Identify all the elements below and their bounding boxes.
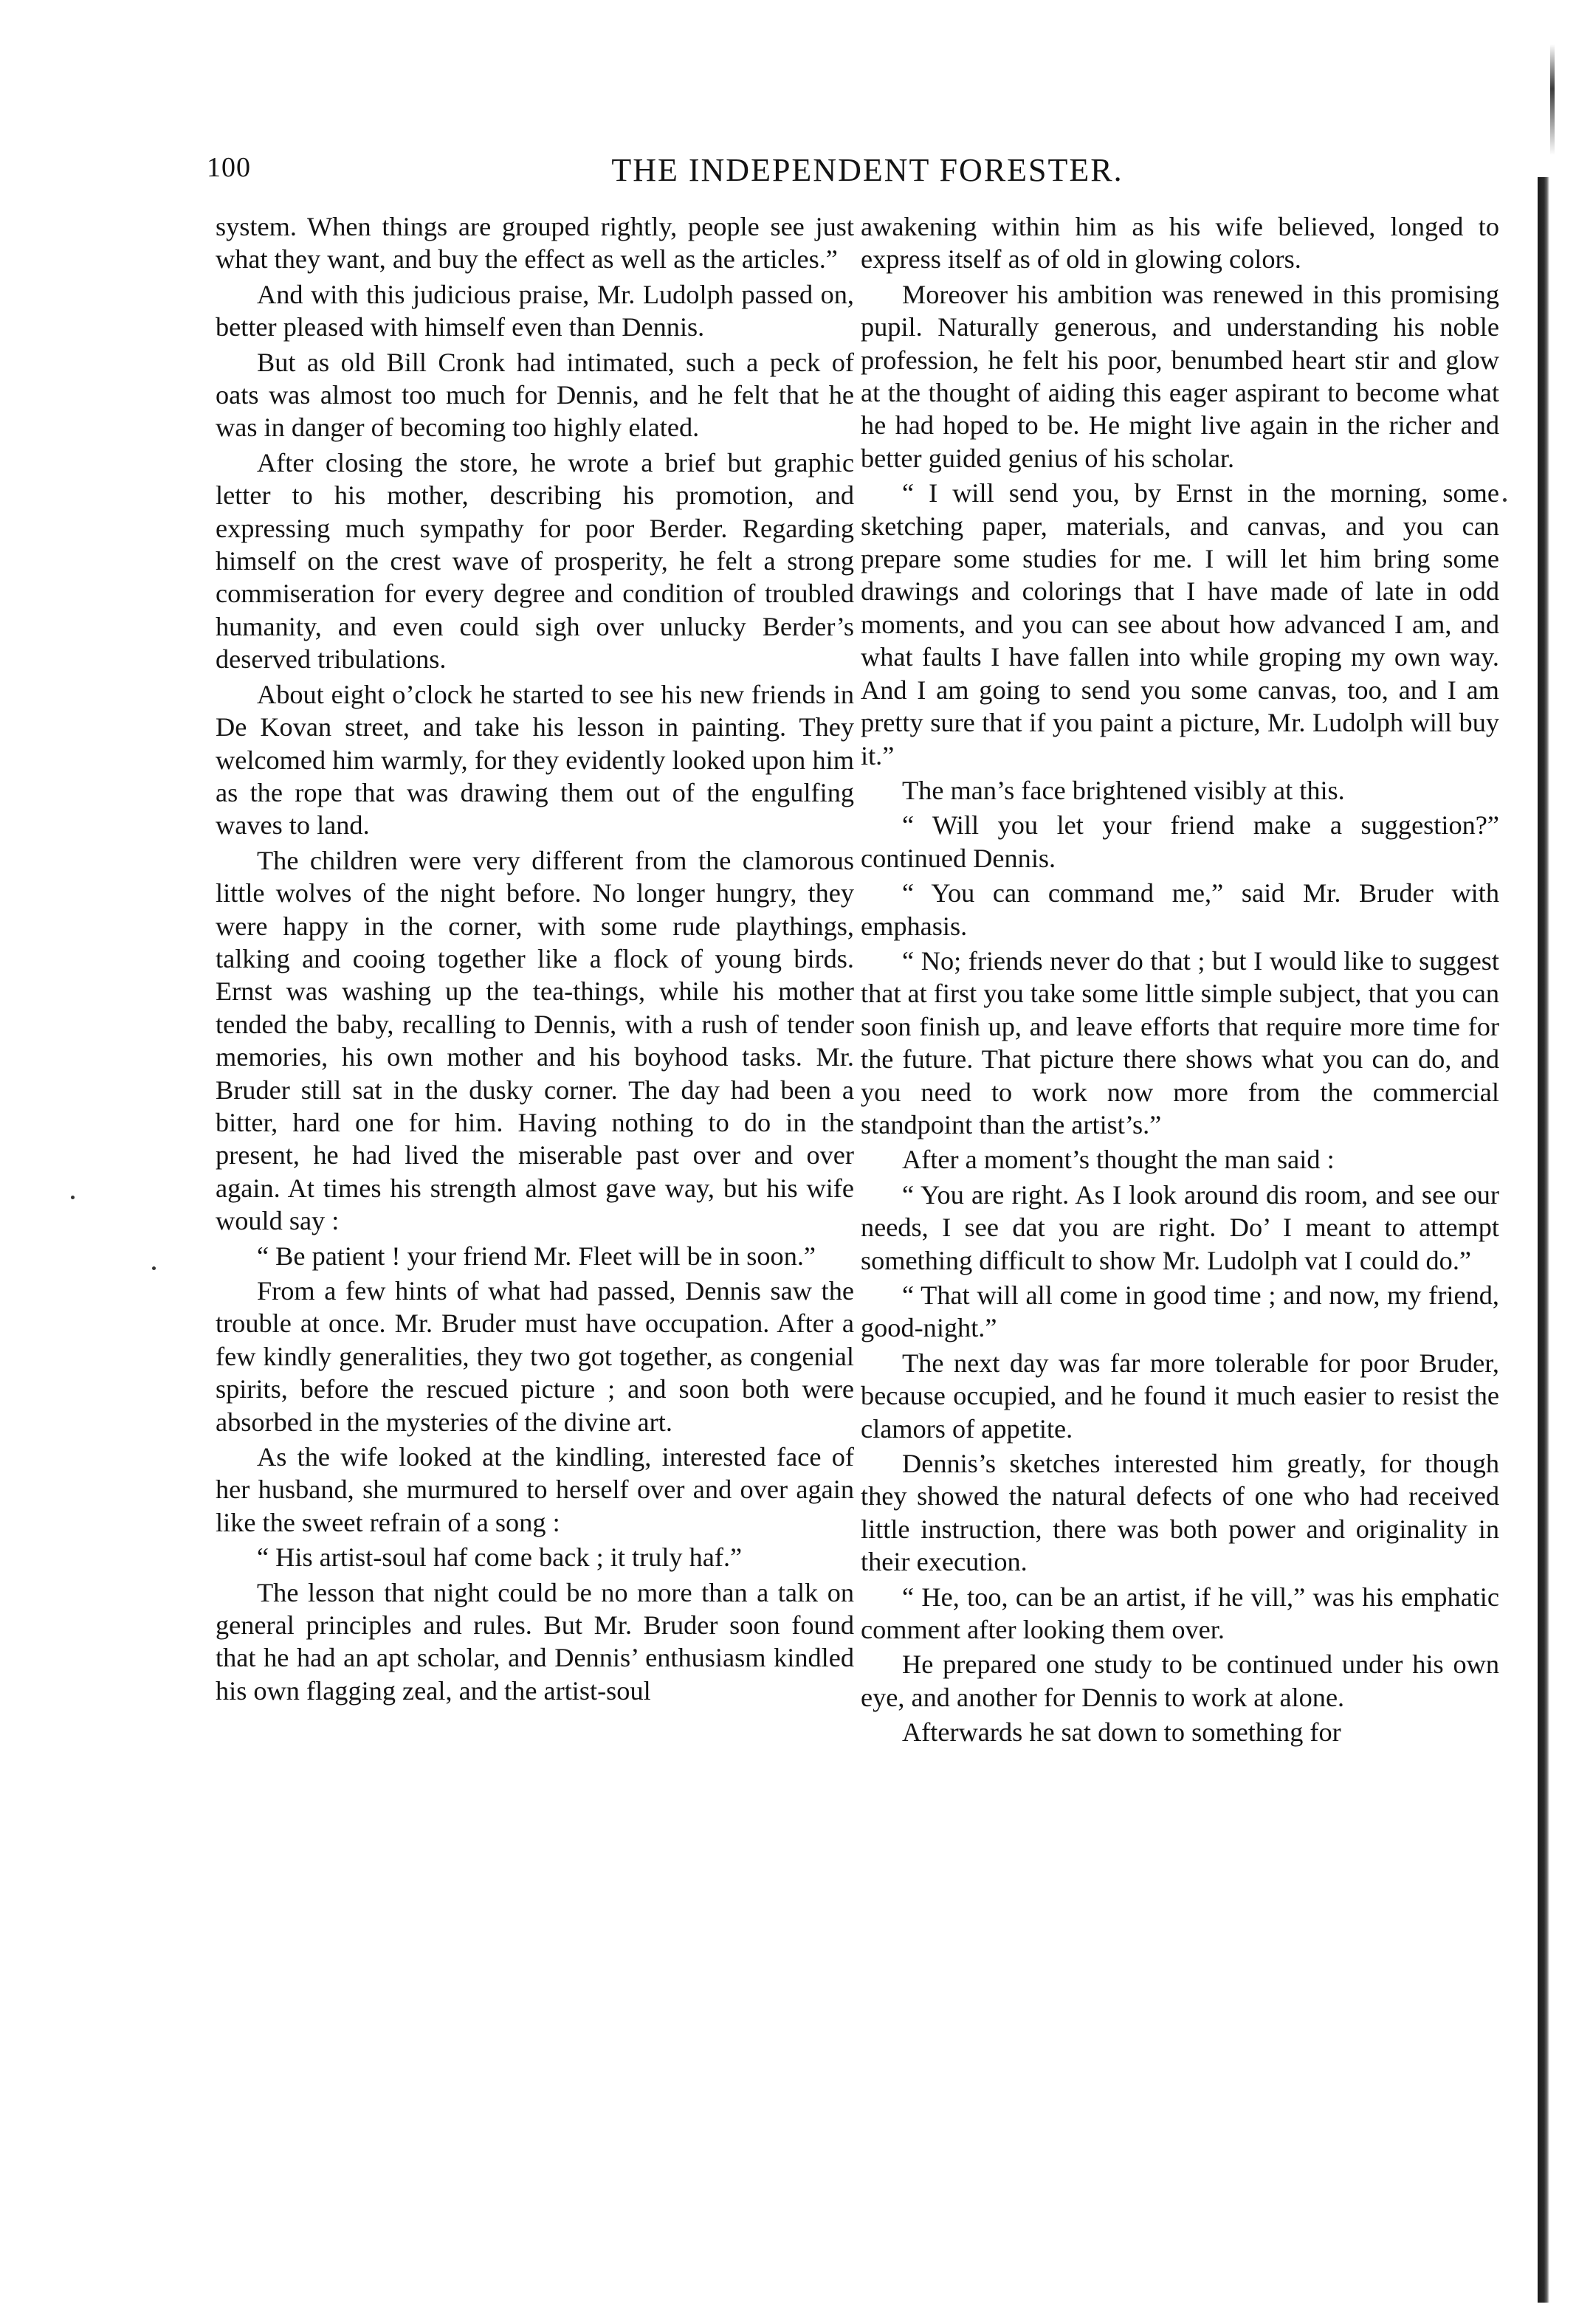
paragraph: “ Will you let your friend make a suggestion?” continued Dennis. <box>861 810 1499 873</box>
stray-ink-mark <box>1503 498 1507 502</box>
paragraph: “ His artist-soul haf come back ; it truly haf.” <box>257 1542 743 1573</box>
stray-ink-mark <box>71 1196 75 1199</box>
page-number: 100 <box>207 152 251 183</box>
paragraph: But as old Bill Cronk had intimated, such a peck of oats was almost too much for Dennis, and he felt that he was in danger of becoming too highly elated. <box>216 347 854 443</box>
paragraph: “ He, too, can be an artist, if he vill,” was his emphatic comment after looking them over. <box>861 1582 1499 1645</box>
paragraph: As the wife looked at the kindling, interested face of her husband, she murmured to herself over and over again like the sweet refrain of a song : <box>216 1442 854 1537</box>
paragraph: “ I will send you, by Ernst in the morning, some sketching paper, materials, and canvas, and you can prepare some studies for me. I will let him bring some drawings and colorings that I have made of late in odd moments, and you can see about how advanced I am, and what faults I have fallen into while groping my own way. And I am going to send you some canvas, too, and I am pretty sure that if you paint a picture, Mr. Ludolph will buy it.” <box>861 478 1499 770</box>
stray-ink-mark <box>152 1266 156 1270</box>
paragraph: awakening within him as his wife believed, longed to express itself as of old in glowing colors. <box>861 212 1499 275</box>
paragraph: “ You are right. As I look around dis room, and see our needs, I see dat you are right. Do’ I meant to attempt something difficult to show Mr. Ludolph vat I could do.” <box>861 1179 1499 1275</box>
paragraph: Moreover his ambition was renewed in this promising pupil. Naturally generous, and understanding his noble profession, he felt his poor, benumbed heart stir and glow at the thought of aiding this eager aspirant to become what he had hoped to be. He might live again in the richer and better guided genius of his scholar. <box>861 279 1499 473</box>
binding-edge-speck <box>1550 44 1555 155</box>
paragraph: Afterwards he sat down to something for <box>902 1717 1341 1748</box>
running-head: THE INDEPENDENT FORESTER. <box>611 152 1123 188</box>
paragraph: “ That will all come in good time ; and now, my friend, good-night.” <box>861 1280 1499 1343</box>
right-column <box>861 210 1499 1751</box>
paragraph: And with this judicious praise, Mr. Ludolph passed on, better pleased with himself even than Dennis. <box>216 279 854 342</box>
paragraph: After closing the store, he wrote a brief but graphic letter to his mother, describing his promotion, and expressing much sympathy for poor Berder. Regarding himself on the crest wave of prosperity, he felt a strong commiseration for every degree and condition of troubled humanity, and even could sigh over unlucky Berder’s deserved tribulations. <box>216 447 854 675</box>
paragraph: system. When things are grouped rightly, people see just what they want, and buy the effect as well as the articles.” <box>216 212 854 275</box>
paragraph: The children were very different from the clamorous little wolves of the night before. No longer hungry, they were happy in the corner, with some rude playthings, talking and cooing together like a flock of young birds. Ernst was washing up the tea-things, while his mother tended the baby, recalling to Dennis, with a rush of tender memories, his own mother and his boyhood tasks. Mr. Bruder still sat in the dusky corner. The day had been a bitter, hard one for him. Having nothing to do in the present, he had lived the miserable past over and over again. At times his strength almost gave way, but his wife would say : <box>216 845 854 1236</box>
paragraph: Dennis’s sketches interested him greatly, for though they showed the natural defects of one who had received little instruction, there was both power and originality in their execution. <box>861 1449 1499 1577</box>
paragraph: After a moment’s thought the man said : <box>902 1145 1335 1175</box>
paragraph: The man’s face brightened visibly at this. <box>902 775 1345 805</box>
paragraph: The next day was far more tolerable for poor Bruder, because occupied, and he found it much easier to resist the clamors of appetite. <box>861 1348 1499 1444</box>
paragraph: “ You can command me,” said Mr. Bruder with emphasis. <box>861 878 1499 941</box>
paragraph: “ Be patient ! your friend Mr. Fleet will be in soon.” <box>257 1241 816 1271</box>
binding-edge-shadow <box>1538 177 1549 2303</box>
left-column <box>216 210 854 1709</box>
paragraph: The lesson that night could be no more than a talk on general principles and rules. But Mr. Bruder soon found that he had an apt scholar, and Dennis’ enthusiasm kindled his own flagging zeal, and the artist-soul <box>216 1577 854 1706</box>
paragraph: “ No; friends never do that ; but I would like to suggest that at first you take some little simple subject, that you can soon finish up, and leave efforts that require more time for the future. That picture there shows what you can do, and you need to work now more from the commercial standpoint than the artist’s.” <box>861 945 1499 1139</box>
page-header <box>207 151 1528 203</box>
paragraph: He prepared one study to be continued under his own eye, and another for Dennis to work at alone. <box>861 1649 1499 1712</box>
paragraph: About eight o’clock he started to see his new friends in De Kovan street, and take his lesson in painting. They welcomed him warmly, for they evidently looked upon him as the rope that was drawing them out of the engulfing waves to land. <box>216 679 854 841</box>
paragraph: From a few hints of what had passed, Dennis saw the trouble at once. Mr. Bruder must have occupation. After a few kindly generalities, they two got together, as congenial spirits, before the rescued picture ; and soon both were absorbed in the mysteries of the divine art. <box>216 1276 854 1437</box>
